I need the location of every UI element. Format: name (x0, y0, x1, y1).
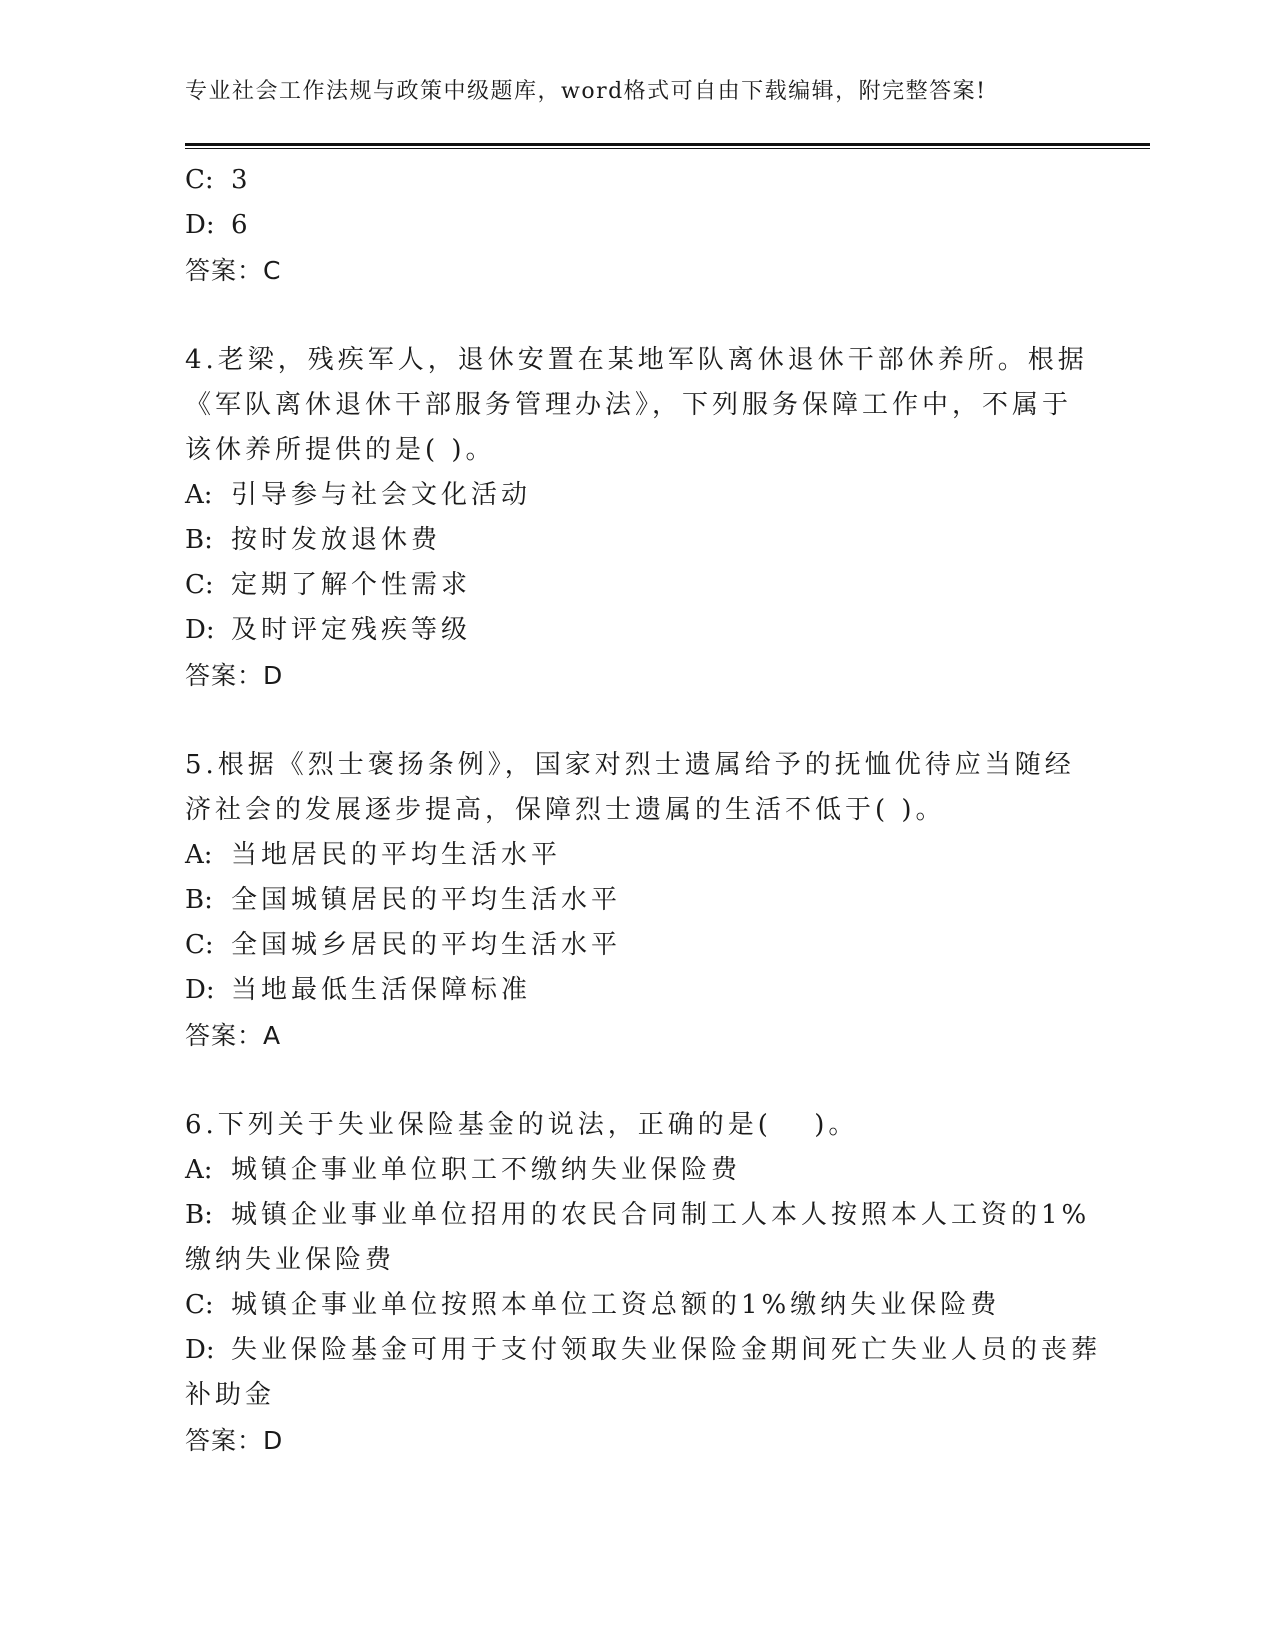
option-key: C: (185, 165, 214, 195)
option-text: 缴纳失业保险费 (185, 1245, 396, 1275)
option-text: 补助金 (185, 1380, 276, 1410)
question-5-block (185, 743, 1085, 1058)
question-6-block (185, 1103, 1102, 1463)
option-key: C: (185, 1290, 214, 1320)
option-line (185, 473, 1085, 518)
option-key: A: (185, 840, 213, 870)
question-text-line: 5.根据《烈士褒扬条例》，国家对烈士遗属给予的抚恤优待应当随经 (185, 750, 1075, 780)
option-text: 定期了解个性需求 (231, 570, 472, 600)
question-content (185, 158, 1102, 1463)
option-key: C: (185, 570, 214, 600)
option-text: 城镇企事业单位按照本单位工资总额的1%缴纳失业保险费 (231, 1290, 1001, 1320)
question-text-line: 6.下列关于失业保险基金的说法，正确的是( )。 (185, 1110, 859, 1140)
spacer (185, 1058, 1085, 1103)
option-key: D: (185, 975, 215, 1005)
prev-question-block (185, 158, 1085, 293)
option-line (185, 833, 1085, 878)
option-text: 按时发放退休费 (231, 525, 442, 555)
answer-line: 答案：D (185, 1426, 284, 1455)
option-text: 城镇企业事业单位招用的农民合同制工人本人按照本人工资的1% (231, 1200, 1091, 1230)
answer-line: 答案：D (185, 661, 284, 690)
option-line (185, 158, 1085, 203)
option-key: B: (185, 1200, 213, 1230)
option-line (185, 518, 1085, 563)
option-text: 3 (231, 165, 252, 195)
answer-line: 答案：A (185, 1021, 282, 1050)
option-continuation-line (185, 1373, 1085, 1418)
spacer (185, 293, 1085, 338)
option-line (185, 968, 1085, 1013)
option-text: 6 (231, 210, 252, 240)
option-text: 当地最低生活保障标准 (231, 975, 532, 1005)
option-line (185, 1328, 1102, 1373)
option-line (185, 563, 1085, 608)
question-4-block (185, 338, 1088, 698)
option-continuation-line (185, 1238, 1085, 1283)
option-key: D: (185, 1335, 215, 1365)
option-key: A: (185, 1155, 213, 1185)
option-line (185, 203, 1085, 248)
option-key: B: (185, 885, 213, 915)
option-text: 全国城乡居民的平均生活水平 (231, 930, 622, 960)
option-text: 失业保险基金可用于支付领取失业保险金期间死亡失业人员的丧葬 (231, 1335, 1102, 1365)
option-text: 全国城镇居民的平均生活水平 (231, 885, 622, 915)
option-line (185, 1148, 1085, 1193)
option-text: 及时评定残疾等级 (231, 615, 472, 645)
header-divider (185, 143, 1150, 149)
question-text-line: 济社会的发展逐步提高，保障烈士遗属的生活不低于( )。 (185, 795, 946, 825)
spacer (185, 698, 1085, 743)
option-line (185, 923, 1085, 968)
option-key: D: (185, 615, 215, 645)
option-line (185, 1283, 1085, 1328)
question-text-line: 该休养所提供的是( )。 (185, 435, 496, 465)
option-line (185, 1193, 1091, 1238)
page-header-title: 专业社会工作法规与政策中级题库，word格式可自由下载编辑，附完整答案! (185, 79, 987, 104)
option-key: B: (185, 525, 213, 555)
option-key: D: (185, 210, 215, 240)
option-key: A: (185, 480, 213, 510)
option-line (185, 608, 1085, 653)
option-text: 当地居民的平均生活水平 (231, 840, 562, 870)
option-text: 引导参与社会文化活动 (231, 480, 532, 510)
option-key: C: (185, 930, 214, 960)
option-text: 城镇企事业单位职工不缴纳失业保险费 (231, 1155, 742, 1185)
question-text-line: 《军队离休退休干部服务管理办法》，下列服务保障工作中，不属于 (185, 390, 1073, 420)
answer-line: 答案：C (185, 256, 282, 285)
question-text-line: 4.老梁，残疾军人，退休安置在某地军队离休退休干部休养所。根据 (185, 345, 1088, 375)
option-line (185, 878, 1085, 923)
